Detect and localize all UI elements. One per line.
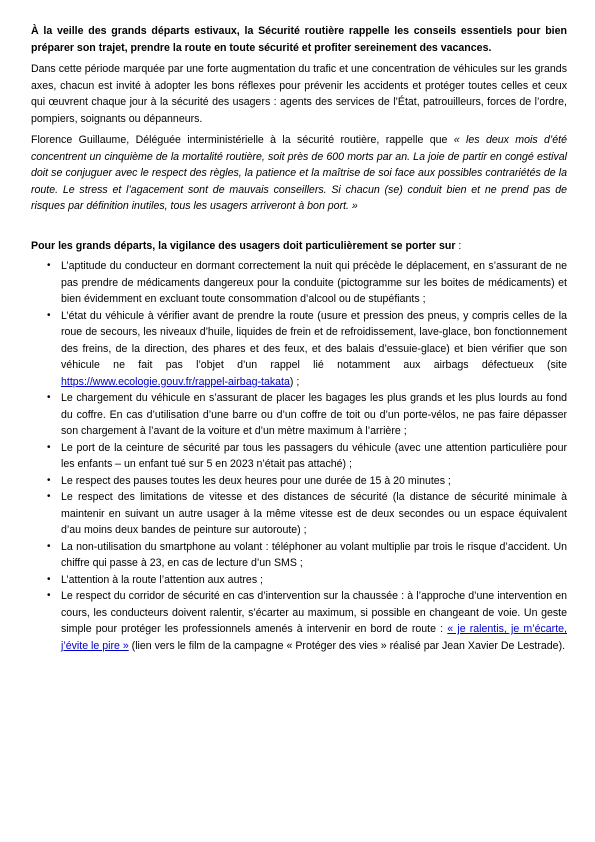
- bullet-icon: •: [47, 540, 51, 552]
- bullet-icon: •: [47, 491, 51, 502]
- list-item-text: Le respect des limitations de vitesse et des distances de sécurité (la distance de sécurité minimale à maintenir en suivant un autre usager à la même vitesse est de deux secondes ou un espace équivalent d’au moins deux bandes de peinture sur autoroute) ;: [61, 491, 567, 536]
- quote-lead: Florence Guillaume, Déléguée interministérielle à la sécurité routière, rappelle que: [31, 134, 448, 146]
- bullet-icon: •: [47, 573, 51, 585]
- context-paragraph: Dans cette période marquée par une forte augmentation du trafic et une concentration de véhicules sur les grands axes, chacun est invité à adopter les bons réflexes pour prévenir les accidents et protéger toutes celles et ceux qui œuvrent chaque jour à la sécurité des usagers : agents des services de l’État, patrouilleurs, forces de l’ordre, pompiers, soignants ou dépanneurs.: [31, 63, 567, 125]
- bullet-icon: •: [47, 260, 51, 271]
- list-item-text: Le respect du corridor de sécurité en cas d’intervention sur la chaussée : à l’approche d’une intervention en cours, les conducteurs doivent ralentir, s’écarter au maximum, si possible en changeant de voie. Un geste simple pour protéger les professionnels amenés à intervenir en bord de route :: [61, 590, 567, 635]
- list-item: [31, 572, 567, 589]
- quote-text: « les deux mois d’été concentrent un cinquième de la mortalité routière, soit près de 600 morts par an. La joie de partir en congé estival doit se conjuguer avec le respect des règles, la patience et la maîtrise de soi face aux possibles contrariétés de la route. Le stress et l’agacement sont de mauvais conseillers. Si chacun (se) conduit bien et ne prend pas de risques par définition inutiles, tous les usagers arriveront à bon port. »: [31, 134, 567, 212]
- document-page: [31, 23, 567, 654]
- list-item: [31, 473, 567, 490]
- bullet-icon: •: [47, 441, 51, 453]
- list-item: [31, 258, 567, 308]
- list-item-text: Le respect des pauses toutes les deux heures pour une durée de 15 à 20 minutes ;: [61, 474, 451, 487]
- campaign-film-link[interactable]: « je ralentis, je m’écarte, j’évite le pire »: [61, 623, 567, 652]
- airbag-recall-link[interactable]: https://www.ecologie.gouv.fr/rappel-airbag-takata: [61, 375, 290, 388]
- list-item-text-after: ) ;: [289, 375, 300, 388]
- list-item: [31, 308, 567, 391]
- list-item: [31, 588, 567, 654]
- bullet-icon: •: [47, 474, 51, 486]
- section-title-suffix: :: [455, 239, 462, 252]
- intro-paragraph: À la veille des grands départs estivaux, la Sécurité routière rappelle les conseils essentiels pour bien préparer son trajet, prendre la route en toute sécurité et profiter sereinement des vacances.: [31, 25, 567, 54]
- quote-paragraph: [31, 132, 567, 215]
- list-item-text: Le chargement du véhicule en s’assurant de placer les bagages les plus grands et les plus lourds au fond du coffre. En cas d’utilisation d’une barre ou d’un coffre de toit ou d’un porte-vélos, ne pas faire dépasser son chargement à l’avant de la voiture et d’un mètre maximum à l’arrière ;: [61, 392, 567, 437]
- list-item-text: Le port de la ceinture de sécurité par tous les passagers du véhicule (avec une attention particulière pour les enfants – un enfant tué sur 5 en 2023 n’était pas attaché) ;: [61, 441, 567, 470]
- list-item-text: L’aptitude du conducteur en dormant correctement la nuit qui précède le déplacement, en s’assurant de ne pas prendre de médicaments dangereux pour la conduite (pictogramme sur les boites de médicaments) et bien évidemment en excluant toute consommation d’alcool ou de stupéfiants ;: [61, 260, 567, 305]
- list-item: [31, 440, 567, 473]
- advice-list: [31, 258, 567, 654]
- list-item-text-after: (lien vers le film de la campagne « Protéger des vies » réalisé par Jean Xavier De Lestrade).: [128, 639, 566, 652]
- list-item-text: L’état du véhicule à vérifier avant de prendre la route (usure et pression des pneus, y compris celles de la roue de secours, les niveaux d’huile, liquides de frein et de refroidissement, lave-glace, bon fonctionnement des freins, de la direction, des phares et des feux, et des balais d’essuie-glace) et bien vérifier que son véhicule ne fait pas l’objet d’un rappel lié notamment aux airbags défectueux (site: [61, 309, 567, 371]
- list-item: [31, 539, 567, 572]
- list-item-text: La non-utilisation du smartphone au volant : téléphoner au volant multiplie par trois le risque d’accident. Un chiffre qui passe à 23, en cas de lecture d’un SMS ;: [61, 540, 567, 569]
- bullet-icon: •: [47, 590, 51, 601]
- list-item: [31, 390, 567, 440]
- bullet-icon: •: [47, 309, 51, 321]
- section-title: Pour les grands départs, la vigilance des usagers doit particulièrement se porter sur: [31, 239, 456, 252]
- list-item: [31, 489, 567, 539]
- section-heading: [31, 238, 567, 255]
- bullet-icon: •: [47, 392, 51, 403]
- list-item-text: L’attention à la route l’attention aux autres ;: [61, 573, 264, 586]
